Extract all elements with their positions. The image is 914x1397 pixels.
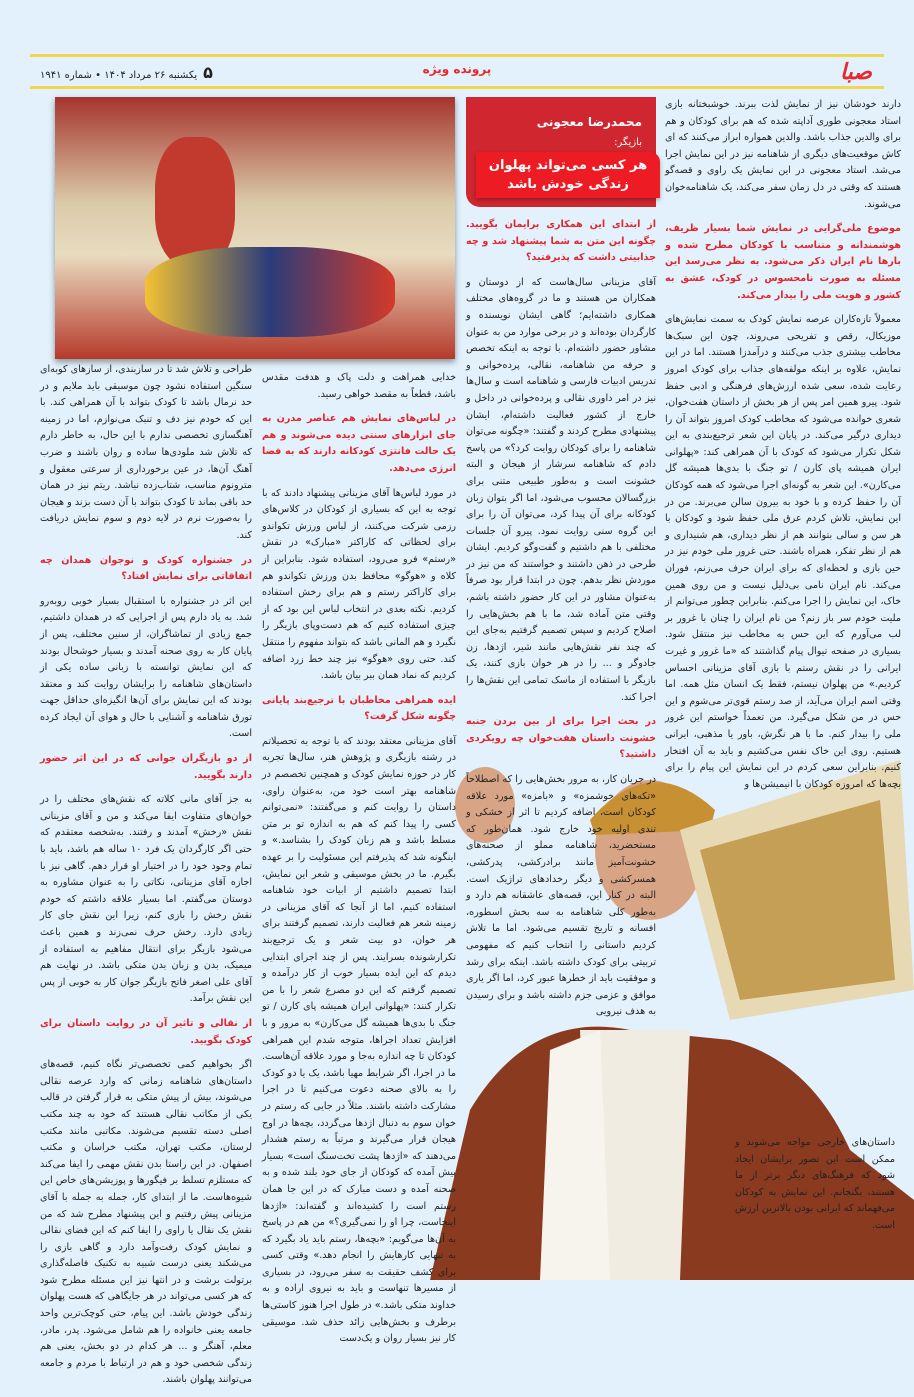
header-rule-top (30, 54, 884, 57)
author-role: بازیگر: (614, 137, 642, 148)
question-heading: موضوع ملی‌گرایی در نمایش شما بسیار ظریف، هوشمندانه و متناسب با کودکان مطرح شده و بارها نام ایران ذکر می‌شود. به نظر می‌رسد این مسئله به صورت نامحسوس در کودک، عشق به کشور و هویت ملی را بیدار می‌کند. (665, 223, 901, 301)
author-name: محمدرضا معجونی (536, 115, 642, 129)
stage-photo (55, 97, 455, 359)
interview-title-box (466, 97, 656, 207)
question-heading: در بحث اجرا برای از بین بردن جنبه خشونت داستان هفت‌خوان چه رویکردی داشتید؟ (466, 716, 656, 761)
section-title: پرونده ویژه (422, 62, 492, 76)
photo-caption: داستان‌های خارجی مواجه می‌شوند و ممکن است این تصور برایشان ایجاد شود که فرهنگ‌های دیگر برتر از ما هستند، بگنجانم. این نمایش به کودکان می‌فهماند که ایرانی بودن بالاترین ارزش است. (735, 1137, 895, 1231)
question-heading: در لباس‌های نمایش هم عناصر مدرن به جای ابزارهای سنتی دیده می‌شوند و هم یک حالت فانتزی کودکانه دارند که به فضا انرژی می‌دهد. (262, 413, 456, 474)
logo: صبا (839, 60, 872, 85)
paragraph: دارند خودشان نیز از نمایش لذت ببرند. خوشبختانه بازی استاد معجونی طوری آداپته شده که هم برای کودکان و هم برای والدین جذاب باشد. والدین همواره ابراز می‌کنند که ای کاش موقعیت‌های دیگری از شاهنامه نیز در این نمایش اجرا می‌شد. استاد معجونی در این نمایش یک راوی و قصه‌گو هستند که وقتی در دل زمان سفر می‌کند، یک شاهنامه‌خوان می‌شوند. (665, 99, 901, 210)
column-right (665, 97, 901, 801)
paragraph: آقای مزینانی سال‌هاست که از دوستان و همکاران من هستند و ما در گروه‌های مختلف همکاری داشته‌ایم؛ گاهی ایشان نویسنده و کارگردان بوده‌اند و در برخی موارد من به عنوان مشاور حضور داشته‌ام. با توجه به اینکه تخصص و حرفه من شاهنامه، نقالی، پرده‌خوانی و تدریس ادبیات فارسی و شاهنامه است و سال‌ها نیز در امر داوری نقالی و پرده‌خوانی در داخل و خارج از کشور فعالیت داشته‌ام، ایشان پیشنهادی مطرح کردند و گفتند: «چگونه می‌توان شاهنامه را برای کودکان روایت کرد؟» من پاسخ دادم که شاهنامه سرشار از هیجان و البته خشونت است و به‌طور طبیعی متنی برای بزرگسالان محسوب می‌شود، اما اگر بتوان زبان کودکانه برای آن پیدا کرد، می‌توان آن را برای این گروه سنی روایت نمود. پیرو آن جلسات مختلفی با هم داشتیم و گفت‌وگو کردیم. ایشان طرحی در ذهن داشتند و خواستند که من نیز در موردش نظر بدهم. چون در ابتدا قرار بود صرفاً به‌عنوان مشاور در این کار حضور داشته باشم، وقتی متن آماده شد، ما با هم بخش‌هایی را اصلاح کردیم و سپس تصمیم گرفتیم به‌جای این که چند نفر نقش‌هایی مانند شیر، اژدها، زن جادوگر و ... را در هر خوان بازی کنند، یک بازیگر با استفاده از ماسک تمامی این نقش‌ها را اجرا کند. (466, 276, 656, 703)
paragraph: در جریان کار، به مرور بخش‌هایی را که اصطلاحاً «تکه‌های خوشمزه» و «بامزه» مورد علاقه کودکان است، اضافه کردیم تا اثر از خشکی و تندی اولیه خود خارج شود. همان‌طور که مستحضرید، شاهنامه مملو از صحنه‌های خشونت‌آمیز مانند برادرکشی، پدرکشی، همسرکشی و دیگر رخدادهای تراژیک است. البته در کنار این، قصه‌های عاشقانه هم دارد و به‌طور کلی شاهنامه به سه بخش اسطوره، افسانه و تاریخ تقسیم می‌شود. اما ما تلاش کردیم داستانی را انتخاب کنیم که مفهومی تربیتی برای کودک داشته باشد. اینکه برای رشد و موفقیت باید از خطرها عبور کرد، اما اگر یاری موافق و عزمی جزم داشته باشد و برای رسیدن به هدف نیرویی (466, 774, 656, 1018)
paragraph: آقای مزینانی معتقد بودند که با توجه به تحصیلاتم در رشته بازیگری و پژوهش هنر، سال‌ها تجربه کار در حوزه نمایش کودک و همچنین تخصصم در شاهنامه بهتر است خود من، به‌عنوان راوی، داستان را روایت کنم و می‌گفتند: «نمی‌توانم کسی را پیدا کنم که هم به اندازه تو بر متن مسلط باشد و هم زبان کودک را بشناسد.» و اینگونه شد که پذیرفتم این مسئولیت را بر عهده بگیرم. ما در بخش موسیقی و شعر این نمایش، ابتدا تصمیم داشتیم از ابیات خود شاهنامه استفاده کنیم، اما از آنجا که آقای مزینانی در زمینه شعر هم فعالیت دارند، تصمیم گرفتند برای هر خوان، دو بیت شعر و یک ترجیع‌بند تکرارشونده بسرایند. پس از چند اجرای ابتدایی دیدم که این ایده بسیار خوب از کار درآمده و تصمیم گرفتم که این دو مصرع شعر را با من تکرار کنند: «پهلوانی ایران همیشه پای کارن / تو جنگ با بدی‌ها همیشه گل می‌کارن» به مرور و با افزایش تعداد اجراها، متوجه شدم این همراهی کودکان تا چه اندازه به‌جا و مورد علاقه آن‌هاست. ما در اجرا، اگر شرایط مهیا باشد، یک یا دو کودک را به بالای صحنه دعوت می‌کنیم تا در اجرا مشارکت داشته باشند. مثلاً در جایی که رستم در خوان سوم به دنبال اژدها می‌گردد، بچه‌ها در اوج هیجان قرار می‌گیرند و مرتباً به رستم هشدار می‌دهند که «اژدها پشت تخت‌سنگ است» بسیار پیش آمده که کودکان از جای خود بلند شده و به صحنه آمده و دست مبارک که در این جا همان رستم است را کشیده‌اند و گفته‌اند: «اژدها اینجاست، چرا او را نمی‌گیری؟» من هم در پاسخ به آن‌ها می‌گویم: «بچه‌ها، رستم باید یاد بگیرد که به تنهایی کارهایش را انجام دهد.» وقتی کسی برای کشف حقیقت به سفر می‌رود، در بسیاری از مسیرها تنهاست و باید به نیروی اراده و به خداوند متکی باشد.» در طول اجرا هنوز کاستی‌ها برطرف و بخش‌هایی زائد حذف شد. موسیقی کار نیز بسیار روان و یک‌دست (262, 735, 456, 1345)
paragraph: معمولاً تازه‌کاران عرصه نمایش کودک به سمت نمایش‌های موزیکال، رقص و تفریحی می‌روند، چون این سبک‌ها مخاطب بیشتری جذب می‌کنند و درآمدزا هستند. اما در این نمایش، علاوه بر اینکه مولفه‌های جذاب برای کودک امروز رعایت شده، سعی شده ارزش‌های فرهنگی و ادبی حفظ شود. پیرو همین امر پس از هر بخش از داستان هفت‌خوان، شعری خوانده می‌شود که مخاطب کودک امروز بتواند آن را دیداری درگیر می‌کند. در پایان این شعر ترجیع‌بندی به این شکل تکرار می‌شود که کودک با آن همراهی کند: «پهلوانی ایران همیشه پای کارن / تو جنگ با بدی‌ها همیشه گل می‌کارن». این شعر به گونه‌ای اجرا می‌شود که همه کودکان آن را حفظ کرده و با خود به بیرون سالن می‌برند. من در این نمایش، تلاش کردم عرق ملی حفظ شود و کودکان با هر سن و سالی بتوانند هم از نظر دیداری، هم شنیداری و هم از نظر تفکر، همراه باشند. حتی غرور ملی خودم نیز در حین بازی و لحظه‌ای که برای ایران حرف می‌زنم، فوران می‌کند. نام ایران نامی بی‌دلیل نیست و من روی همین خاک، این نمایش را اجرا می‌کنم. بنابراین چطور می‌توانم از ملیت خودم سر باز زنم؟ من نام ایران را چنان با غرور بر لب می‌آورم که این حس به مخاطب نیز منتقل شود. بسیاری در صفحه تیوال پیام گذاشتند که «ما غرور و غیرت ایرانی را در نقش رستم با بازی آقای مزینانی احساس کردیم.» من پهلوان نیستم، فقط یک انسان مثل همه. اما وقتی اسم ایران می‌آید، از صد رستم قوی‌تر می‌شوم و این حس در من شکل می‌گیرد. من تعمداً خواستم این غرور ملی را بیدار کنم. ما با هر نگرش، باور یا مذهبی، ایرانی هستیم. روی این خاک نفس می‌کشیم و باید به آن افتخار کنیم. بنابراین سعی کردم در این نمایش این پیام را برای بچه‌ها که امروزه کودکان با انیمیشن‌ها و (665, 314, 901, 790)
header-rule-bottom (30, 86, 884, 89)
question-heading: ایده همراهی مخاطبان با ترجیع‌بند پایانی چگونه شکل گرفت؟ (262, 694, 456, 723)
column-fourth (40, 362, 252, 1397)
page-number: ۵ (203, 63, 213, 82)
issue-date: یکشنبه ۲۶ مرداد ۱۴۰۴ • شماره ۱۹۴۱ (40, 70, 198, 81)
paragraph: به جز آقای مانی کلاته که نقش‌های مختلف را در خوان‌های متفاوت ایفا می‌کند و من و آقای مزینانی نقش «رخش» آمدند و رفتند. به‌شخصه معتقدم که حتی اگر کارگردان یک فرد ۱۰ ساله هم باشد، باید با تمام وجود خود را در اختیار او قرار دهم. گاهی نیز با اجازه آقای مزینانی، نکاتی را به عنوان مشاوره به دوستان می‌گفتم. اما بسیار علاقه داشتم که خودم نقش رخش را بازی کنم، زیرا این نقش جای کار زیادی دارد. رخش حرف نمی‌زند و همین باعث می‌شود بازیگر برای انتقال مفاهیم به استفاده از میمیک، بدن و زبان بدن متکی باشد. در نهایت هم آقای علی اصغر فاتح بازیگر جوان کار به خوبی از پس این نقش برآمد. (40, 794, 252, 1005)
paragraph: در مورد لباس‌ها آقای مزینانی پیشنهاد دادند که با توجه به این که بسیاری از کودکان در کلاس‌های رزمی شرکت می‌کنند، از لباس ورزش تکواندو برای لحظاتی که کاراکتر «مبارک» در نقش «رستم» فرو می‌رود، استفاده شود. بنابراین از کلاه و «هوگو» محافظ بدن ورزش تکواندو هم برای کاراکتر رستم و هم برای رخش استفاده کردیم. نکته بعدی در انتخاب لباس این بود که از چیزی استفاده کنیم که هم دست‌وپای بازیگر را نگیرد و هم المانی باشد که بتواند مفهوم را منتقل کند. حتی روی «هوگو» نیز چند خط زرد اضافه کردیم که نماد همان ببر بیان باشد. (262, 487, 456, 682)
paragraph: طراحی و تلاش شد تا در سازبندی، از سازهای کوبه‌ای سنگین استفاده نشود چون موسیقی باید ملایم و در حد نرمال باشد تا کودک بتواند با آن همراهی کند. با این که خودم نیز دف و تنبک می‌نوازم، اما در زمینه آهنگسازی تخصصی ندارم با این حال، به خاطر دارم که تلاش شد ملودی‌ها ساده و روان باشند و ضرب آهنگ آن‌ها، در عین برخورداری از سرعتی معقول و مترونوم مناسب، شتاب‌زده نباشد. ریتم نیز در همان حد باقی بماند تا کودک بتواند با آن دست بزند و هیجان را به‌صورت نرم در لایه دوم و سوم نمایش دریافت کند. (40, 364, 252, 541)
paragraph: خدایی همراهت و دلت پاک و هدفت مقدس باشد، قطعاً به مقصد خواهی رسید. (262, 372, 456, 400)
column-third (262, 370, 456, 1356)
question-heading: از نقالی و تاثیر آن در روایت داستان برای کودک بگویید. (40, 1017, 252, 1046)
paragraph: اگر بخواهیم کمی تخصصی‌تر نگاه کنیم، قصه‌های داستان‌های شاهنامه زمانی که وارد عرصه نقالی می‌شوند، بیش از پیش متکی به قرار گرفتن در قالب یکی از مکاتب نقالی هستند که خود به چند مکتب اصلی دسته تقسیم می‌شوند. مکاتبی مانند مکتب لرستان، مکتب تهران، مکتب خراسان و مکتب اصفهان. در این راستا بدن نقش مهمی را ایفا می‌کند که مستلزم تسلط بر فیگورها و پوزیشن‌های خاص این شیوه‌هاست. ما از ابتدای کار، جمله به جمله با آقای مزینانی پیش رفتیم و این پیشنهاد مطرح شد که من نقش یک نقال یا راوی را ایفا کنم که این فضای نقالی و نمایش کودک رفت‌وآمد دارد و گاهی بازی را می‌شکند یعنی درست شبیه به تکنیک فاصله‌گذاری برتولت برشت و در انتها نیز این مسئله مطرح شود که هر کسی می‌تواند در هر جایگاهی که هست پهلوان زندگی خودش باشد. این پیام، حتی کوچک‌ترین واحد جامعه یعنی خانواده را هم شامل می‌شود. پدر، مادر، معلم، آهنگر و ... هر کدام در دو بخش، یعنی هم زندگی شخصی خود و هم در ارتباط با مردم و جامعه می‌توانند پهلوان باشند. (40, 1059, 252, 1386)
headline: هر کسی می‌تواند پهلوان زندگی خودش باشد (476, 152, 660, 198)
question-heading: در جشنواره کودک و نوجوان همدان چه اتفاقاتی برای نمایش افتاد؟ (40, 554, 252, 583)
performer-figure (145, 247, 395, 337)
dateline (40, 63, 213, 82)
column-middle (466, 217, 656, 1029)
paragraph: این اثر در جشنواره با استقبال بسیار خوبی روبه‌رو شد. به یاد دارم پس از اجرایی که در همدان داشتیم، جمع زیادی از تماشاگران، از سنین مختلف، پس از پایان کار به روی صحنه آمدند و بسیار خوشحال بودند که این نمایش توانسته با زبانی ساده یکی از داستان‌های شاهنامه را برایشان روایت کند و معتقد بودند که این نمایش برای آن‌ها انگیزه‌ای حداقل جهت تورق شاهنامه و آشنایی با حال و هوای آن ایجاد کرده است. (40, 595, 252, 740)
question-heading: از دو بازیگران جوانی که در این اثر حضور دارند بگویید. (40, 753, 252, 781)
question-heading: از ابتدای این همکاری برایمان بگویید. چگونه این متن به شما پیشنهاد شد و چه جذابیتی داشت که پذیرفتید؟ (466, 219, 656, 264)
